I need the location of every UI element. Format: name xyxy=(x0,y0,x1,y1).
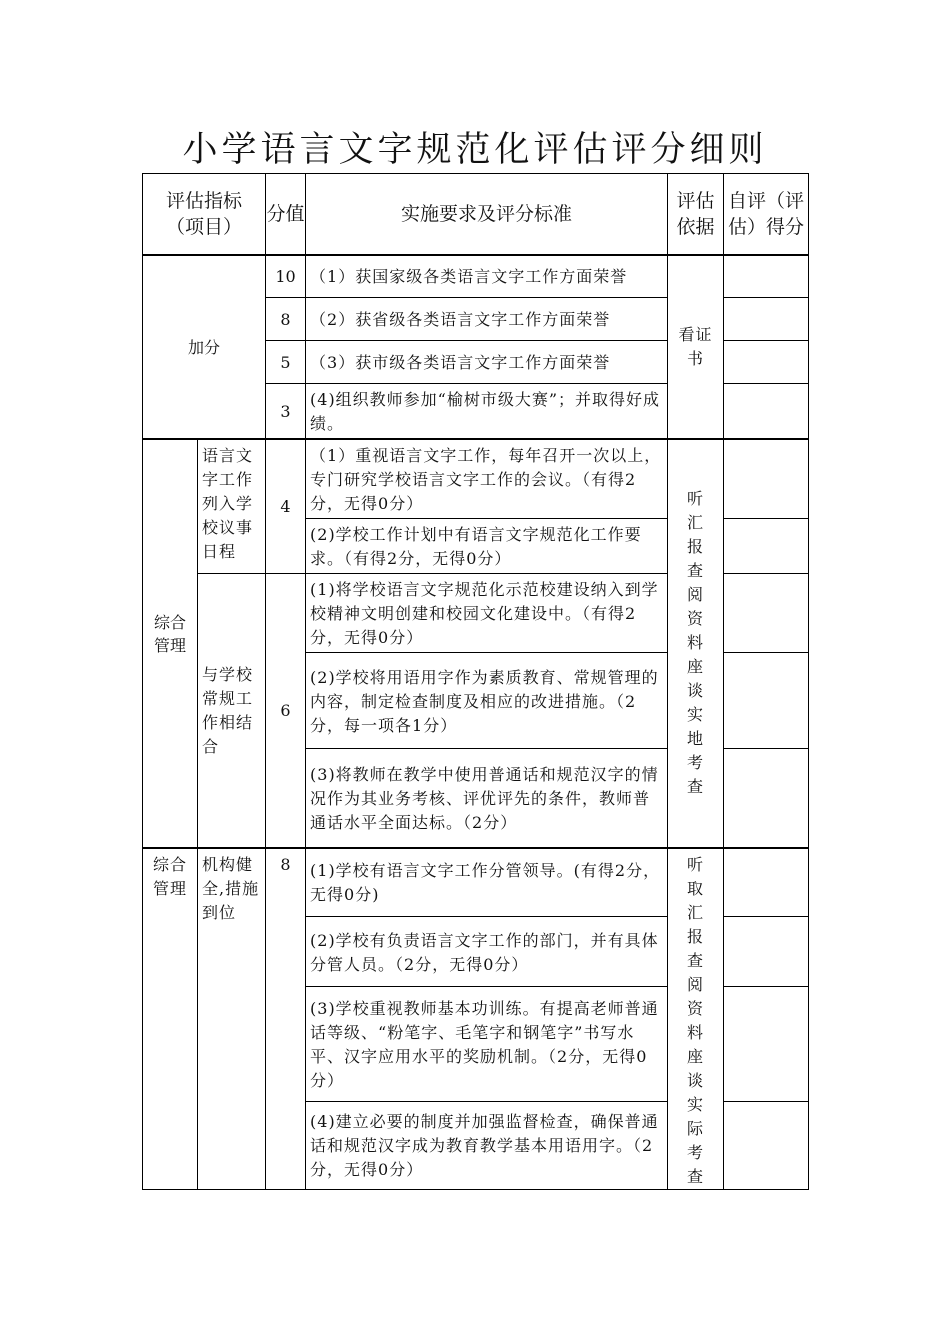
organization-score: 8 xyxy=(266,848,306,1190)
bonus-basis: 看证书 xyxy=(668,255,724,440)
organization-item-3: (3)学校重视教师基本功训练。有提高老师普通话等级、“粉笔字、毛笔字和钢笔字”书写水平、汉字应用水平的奖励机制。（2分，无得0分） xyxy=(306,986,668,1102)
self-eval-cell[interactable] xyxy=(724,1102,809,1189)
bonus-category: 加分 xyxy=(143,255,266,440)
management-sub2-score: 6 xyxy=(266,574,306,848)
self-eval-cell[interactable] xyxy=(724,298,809,341)
organization-label: 机构健全,措施到位 xyxy=(198,848,266,1190)
organization-item-1: (1)学校有语言文字工作分管领导。(有得2分，无得0分) xyxy=(306,848,668,917)
bonus-item-3: （3）获市级各类语言文字工作方面荣誉 xyxy=(306,341,668,384)
header-row xyxy=(143,174,809,255)
table-row xyxy=(143,439,809,519)
management-sub2-item-1: (1)将学校语言文字规范化示范校建设纳入到学校精神文明创建和校园文化建设中。（有得2分，无得0分） xyxy=(306,574,668,653)
management-sub2-item-3: (3)将教师在教学中使用普通话和规范汉字的情况作为其业务考核、评优评先的条件，教师普通话水平全面达标。（2分） xyxy=(306,749,668,848)
self-eval-cell[interactable] xyxy=(724,749,809,848)
organization-basis: 听取汇报查阅资料座谈实际考查 xyxy=(668,848,724,1190)
bonus-item-2: （2）获省级各类语言文字工作方面荣誉 xyxy=(306,298,668,341)
self-eval-cell[interactable] xyxy=(724,341,809,384)
management-basis: 听汇报查阅资料座谈实地考查 xyxy=(668,439,724,848)
management-sub1-score: 4 xyxy=(266,439,306,574)
self-eval-cell[interactable] xyxy=(724,986,809,1102)
bonus-score-1: 10 xyxy=(266,255,306,298)
management-sub1-label: 语言文字工作列入学校议事日程 xyxy=(198,439,266,574)
management-sub2-item-2: (2)学校将用语用字作为素质教育、常规管理的内容，制定检查制度及相应的改进措施。（2分，每一项各1分） xyxy=(306,653,668,749)
management-sub1-item-2: (2)学校工作计划中有语言文字规范化工作要求。（有得2分，无得0分） xyxy=(306,519,668,574)
self-eval-cell[interactable] xyxy=(724,917,809,986)
self-eval-cell[interactable] xyxy=(724,439,809,519)
self-eval-cell[interactable] xyxy=(724,255,809,298)
self-eval-cell[interactable] xyxy=(724,848,809,917)
organization-item-2: (2)学校有负责语言文字工作的部门，并有具体分管人员。（2分，无得0分） xyxy=(306,917,668,986)
bonus-score-4: 3 xyxy=(266,384,306,440)
header-self-eval: 自评（评估）得分 xyxy=(724,174,809,255)
self-eval-cell[interactable] xyxy=(724,574,809,653)
scoring-table xyxy=(142,173,809,1190)
header-indicator: 评估指标（项目） xyxy=(143,174,266,255)
bonus-item-1: （1）获国家级各类语言文字工作方面荣誉 xyxy=(306,255,668,298)
organization-item-4: (4)建立必要的制度并加强监督检查，确保普通话和规范汉字成为教育教学基本用语用字。（2分，无得0分） xyxy=(306,1102,668,1189)
header-score: 分值 xyxy=(266,174,306,255)
bonus-item-4: (4)组织教师参加“榆树市级大赛”；并取得好成绩。 xyxy=(306,384,668,440)
management-sub2-label: 与学校常规工作相结合 xyxy=(198,574,266,848)
organization-category: 综合管理 xyxy=(143,848,198,1190)
self-eval-cell[interactable] xyxy=(724,384,809,440)
table-row xyxy=(143,848,809,917)
management-sub1-item-1: （1）重视语言文字工作，每年召开一次以上，专门研究学校语言文字工作的会议。（有得2分，无得0分） xyxy=(306,439,668,519)
self-eval-cell[interactable] xyxy=(724,653,809,749)
management-category: 综合管理 xyxy=(143,439,198,848)
self-eval-cell[interactable] xyxy=(724,519,809,574)
header-basis: 评估依据 xyxy=(668,174,724,255)
header-standard: 实施要求及评分标准 xyxy=(306,174,668,255)
table-row xyxy=(143,255,809,298)
bonus-score-2: 8 xyxy=(266,298,306,341)
document-title: 小学语言文字规范化评估评分细则 xyxy=(182,130,768,170)
bonus-score-3: 5 xyxy=(266,341,306,384)
